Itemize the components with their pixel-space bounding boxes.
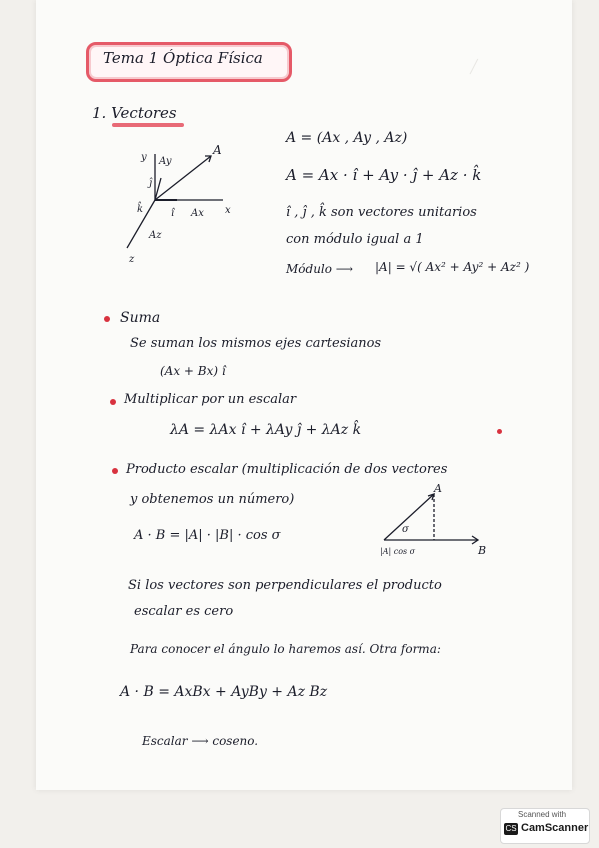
- label-az: Az: [149, 230, 162, 241]
- label-k: k̂: [137, 204, 144, 215]
- perpendicular-note: Si los vectores son perpendiculares el producto: [128, 578, 442, 593]
- bleed-through-mark: ╱: [470, 60, 478, 75]
- components-dot-formula: A · B = AxBx + AyBy + Az Bz: [120, 684, 328, 700]
- vector-unit-expansion: A = Ax · î + Ay · ĵ + Az · k̂: [286, 166, 482, 184]
- suma-text: Se suman los mismos ejes cartesianos: [130, 336, 382, 351]
- perpendicular-note-cont: escalar es cero: [134, 604, 234, 619]
- unit-modulus-note: con módulo igual a 1: [286, 232, 424, 247]
- label-z: z: [129, 254, 135, 265]
- label-ay: Ay: [159, 156, 172, 167]
- unit-vectors-note: î , ĵ , k̂ son vectores unitarios: [286, 205, 477, 220]
- bullet-multiplicar: [110, 399, 116, 405]
- producto-heading: Producto escalar (multiplicación de dos vectores: [126, 462, 448, 477]
- label-i: î: [171, 208, 175, 219]
- diagram-label-sigma: σ: [402, 524, 409, 535]
- label-j: ĵ: [149, 178, 153, 189]
- multiplicar-formula: λA = λAx î + λAy ĵ + λAz k̂: [170, 422, 362, 438]
- section-heading: [92, 104, 177, 122]
- bullet-suma: [104, 316, 110, 322]
- modulus-label: Módulo ⟶: [286, 262, 354, 276]
- multiplicar-heading: Multiplicar por un escalar: [124, 392, 297, 407]
- suma-heading: Suma: [120, 310, 161, 326]
- producto-formula: A · B = |A| · |B| · cos σ: [134, 528, 281, 543]
- label-ax: Ax: [191, 208, 204, 219]
- angle-note: Para conocer el ángulo lo haremos así. Otra forma:: [130, 642, 441, 656]
- diagram-label-projection: |A| cos σ: [380, 547, 416, 556]
- diagram-label-a: A: [434, 482, 442, 495]
- producto-heading-cont: y obtenemos un número): [130, 492, 295, 507]
- escalar-coseno-note: Escalar ⟶ coseno.: [142, 734, 259, 748]
- diagram-label-b: B: [478, 544, 487, 557]
- vector-a-line: [384, 494, 434, 540]
- section-number: 1.: [92, 104, 107, 122]
- bullet-producto: [112, 468, 118, 474]
- label-a: A: [213, 143, 222, 157]
- scanner-brand: CamScanner: [521, 822, 589, 834]
- suma-example: (Ax + Bx) î: [160, 364, 226, 378]
- axes-diagram: [115, 140, 245, 270]
- section-underline: [112, 123, 184, 127]
- label-y: y: [141, 152, 147, 163]
- modulus-formula: |A| = √( Ax² + Ay² + Az² ): [375, 260, 530, 274]
- page-title: Tema 1 Óptica Física: [103, 49, 263, 67]
- scanner-caption: Scanned with: [518, 810, 567, 819]
- label-x: x: [225, 205, 231, 216]
- dot-product-diagram: [378, 484, 488, 556]
- camscanner-logo-icon: CS: [505, 824, 517, 833]
- section-label: Vectores: [111, 104, 177, 122]
- vector-components: A = (Ax , Ay , Az): [286, 130, 408, 146]
- margin-red-dot: [497, 429, 502, 434]
